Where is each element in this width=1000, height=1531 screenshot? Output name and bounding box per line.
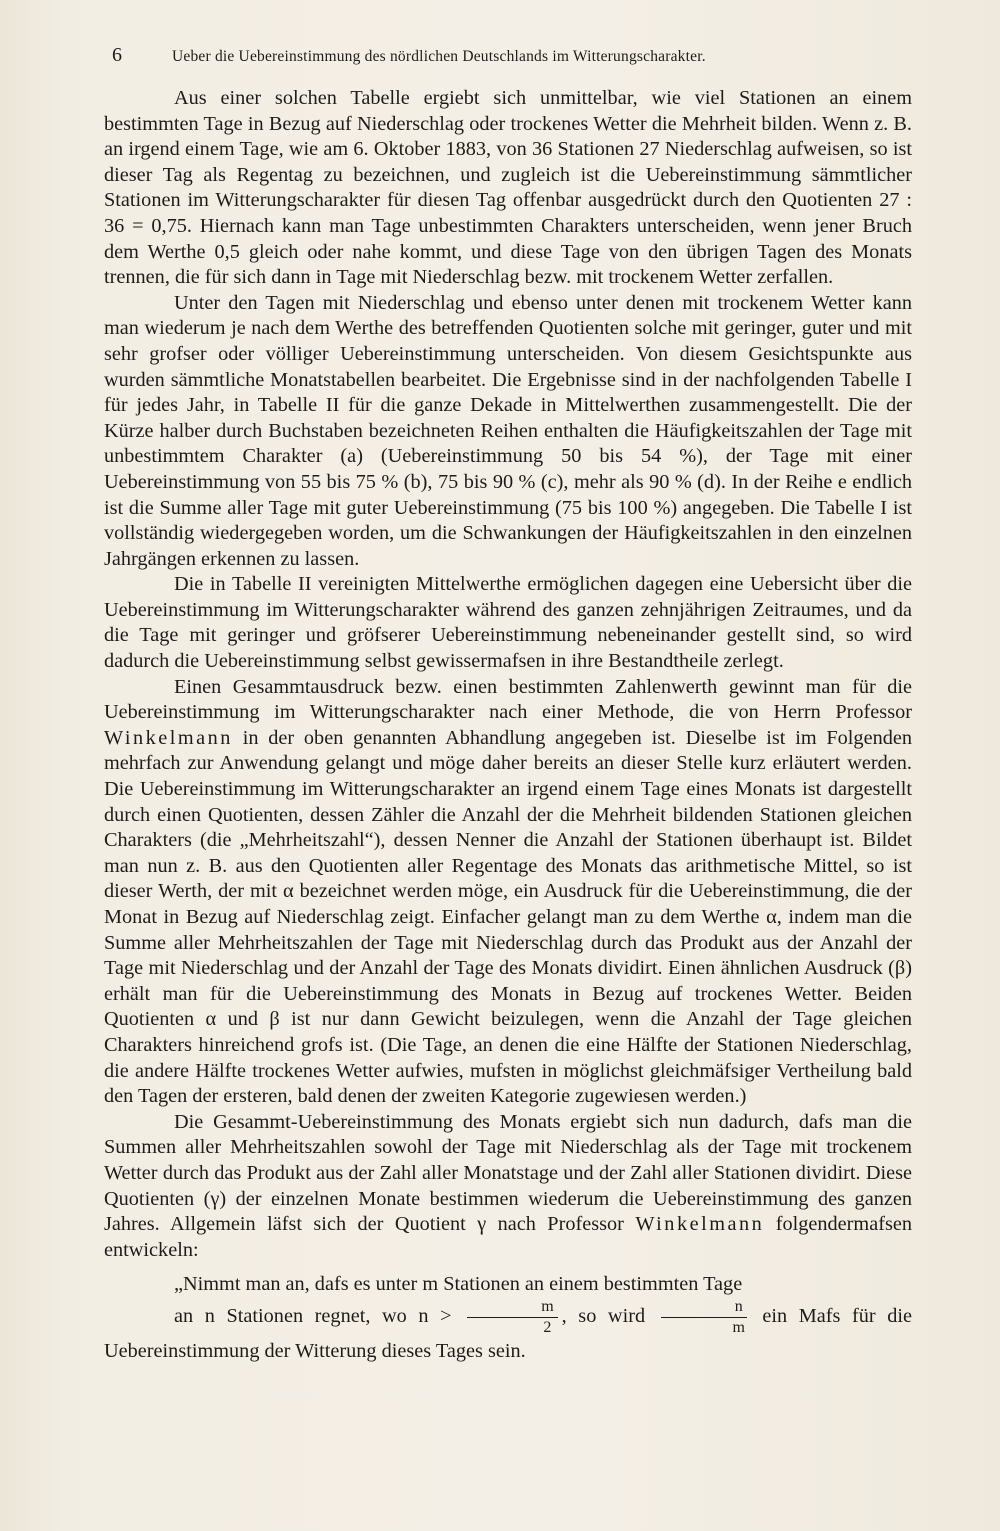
author-name-2: Winkelmann — [635, 1213, 765, 1236]
quote-line-2-part-c: ein Mafs für die Uebereinstimmung der Witterung dieses Tages sein. — [104, 1305, 913, 1363]
paragraph-5 — [104, 1110, 912, 1264]
paragraph-5-part-1: Die Gesammt-Uebereinstimmung des Monats ergiebt sich nun dadurch, dafs man die Summen aller Mehrheitszahlen sowohl der Tage mit Niederschlag als der Tage mit trockenem Wetter durch das Produkt aus der Zahl aller Monatstage und der Zahl aller Stationen dividirt. Diese Quotienten (γ) der einzelnen Monate bestimmen wiederum die Uebereinstimmung des ganzen Jahres. Allgemein läfst sich der Quotient γ nach Professor — [104, 1110, 912, 1236]
fraction-1-denominator: 2 — [543, 1319, 552, 1337]
paragraph-4-part-2: in der oben genannten Abhandlung angegeben ist. Dieselbe ist im Folgenden mehrfach zur Anwendung gelangt und möge daher bereits an dieser Stelle kurz erläutert werden. Die Uebereinstimmung im Witterungscharakter an irgend einem Tage eines Monats ist dargestellt durch einen Quotienten, dessen Zähler die Anzahl der die Mehrheit bildenden Stationen gleichen Charakters (die „Mehrheitszahl“), dessen Nenner die Anzahl der Stationen überhaupt ist. Bildet man nun z. B. aus den Quotienten aller Regentage des Monats das arithmetische Mittel, so ist dieser Werth, der mit α bezeichnet werden möge, ein Ausdruck für die Uebereinstimmung, die der Monat in Bezug auf Niederschlag zeigt. Einfacher gelangt man zu dem Werthe α, indem man die Summe aller Mehrheitszahlen der Tage mit Niederschlag durch das Produkt aus der Anzahl der Tage mit Niederschlag und der Anzahl der Tage des Monats dividirt. Einen ähnlichen Ausdruck (β) erhält man für die Uebereinstimmung des Monats in Bezug auf trockenes Wetter. Beiden Quotienten α und β ist nur dann Gewicht beizulegen, wenn die Anzahl der Tage gleichen Charakters hinreichend grofs ist. (Die Tage, an denen die eine Hälfte der Stationen Niederschlag, die andere Hälfte trockenes Wetter aufwies, mufsten in möglichst gleichmäfsiger Vertheilung bald den Tagen der ersteren, bald denen der zweiten Kategorie zugewiesen werden.) — [104, 726, 912, 1108]
page-number: 6 — [112, 44, 122, 66]
fraction-m-over-2 — [467, 1299, 557, 1336]
body-text — [104, 86, 912, 1366]
quote-block — [104, 1269, 912, 1366]
paragraph-1: Aus einer solchen Tabelle ergiebt sich unmittelbar, wie viel Stationen an einem bestimmten Tage in Bezug auf Niederschlag oder trockenes Wetter die Mehrheit bilden. Wenn z. B. an irgend einem Tage, wie am 6. Oktober 1883, von 36 Stationen 27 Niederschlag aufweisen, so ist dieser Tag als Regentag zu bezeichnen, und zugleich ist die Uebereinstimmung sämmtlicher Stationen im Witterungscharakter für diesen Tag offenbar ausgedrückt durch den Quotienten 27 : 36 = 0,75. Hiernach kann man Tage unbestimmten Charakters unterscheiden, wenn jener Bruch dem Werthe 0,5 gleich oder nahe kommt, und diese Tage von den übrigen Tagen des Monats trennen, die für sich dann in Tage mit Niederschlag bezw. mit trockenem Wetter zerfallen. — [104, 87, 912, 289]
fraction-2-numerator: n — [661, 1299, 747, 1318]
running-title: Ueber die Uebereinstimmung des nördlichen Deutschlands im Witterungscharakter. — [172, 48, 706, 65]
author-name: Winkelmann — [104, 726, 233, 749]
paragraph-3: Die in Tabelle II vereinigten Mittelwerthe ermöglichen dagegen eine Uebersicht über die Uebereinstimmung im Witterungscharakter während des ganzen zehnjährigen Zeitraumes, und da die Tage mit geringer und gröfserer Uebereinstimmung nebeneinander gestellt sind, so wird dadurch die Uebereinstimmung selbst gewissermafsen in ihre Bestandtheile zerlegt. — [104, 573, 912, 673]
quote-line-2 — [104, 1299, 912, 1366]
paragraph-5-part-2: folgendermafsen entwickeln: — [104, 1213, 912, 1261]
paragraph-2: Unter den Tagen mit Niederschlag und ebenso unter denen mit trockenem Wetter kann man wiederum je nach dem Werthe des betreffenden Quotienten solche mit geringer, guter und mit sehr grofser oder völliger Uebereinstimmung unterscheiden. Von diesem Gesichtspunkte aus wurden sämmtliche Monatstabellen bearbeitet. Die Ergebnisse sind in der nachfolgenden Tabelle I für jedes Jahr, in Tabelle II für die ganze Dekade in Mittelwerthen zusammengestellt. Die der Kürze halber durch Buchstaben bezeichneten Reihen enthalten die Häufigkeitszahlen der Tage mit unbestimmtem Charakter (a) (Uebereinstimmung 50 bis 54 %), der Tage mit einer Uebereinstimmung von 55 bis 75 % (b), 75 bis 90 % (c), mehr als 90 % (d). In der Reihe e endlich ist die Summe aller Tage mit guter Uebereinstimmung (75 bis 100 %) angegeben. Die Tabelle I ist vollständig wiedergegeben worden, um die Schwankungen der Häufigkeitszahlen in den einzelnen Jahrgängen erkennen zu lassen. — [104, 291, 912, 570]
paragraph-4 — [104, 675, 912, 1110]
fraction-2-denominator: m — [732, 1319, 745, 1337]
fraction-1-numerator: m — [467, 1299, 557, 1318]
quote-line-2-part-b: , so wird — [561, 1305, 646, 1328]
quote-line-1: „Nimmt man an, dafs es unter m Stationen an einem bestimmten Tage — [174, 1273, 743, 1296]
quote-line-2-part-a: an n Stationen regnet, wo n > — [174, 1305, 452, 1328]
page-header — [112, 44, 912, 74]
fraction-n-over-m — [661, 1299, 747, 1336]
paragraph-4-part-1: Einen Gesammtausdruck bezw. einen bestimmten Zahlenwerth gewinnt man für die Uebereinstimmung im Witterungscharakter nach einer Methode, die von Herrn Professor — [104, 675, 912, 724]
